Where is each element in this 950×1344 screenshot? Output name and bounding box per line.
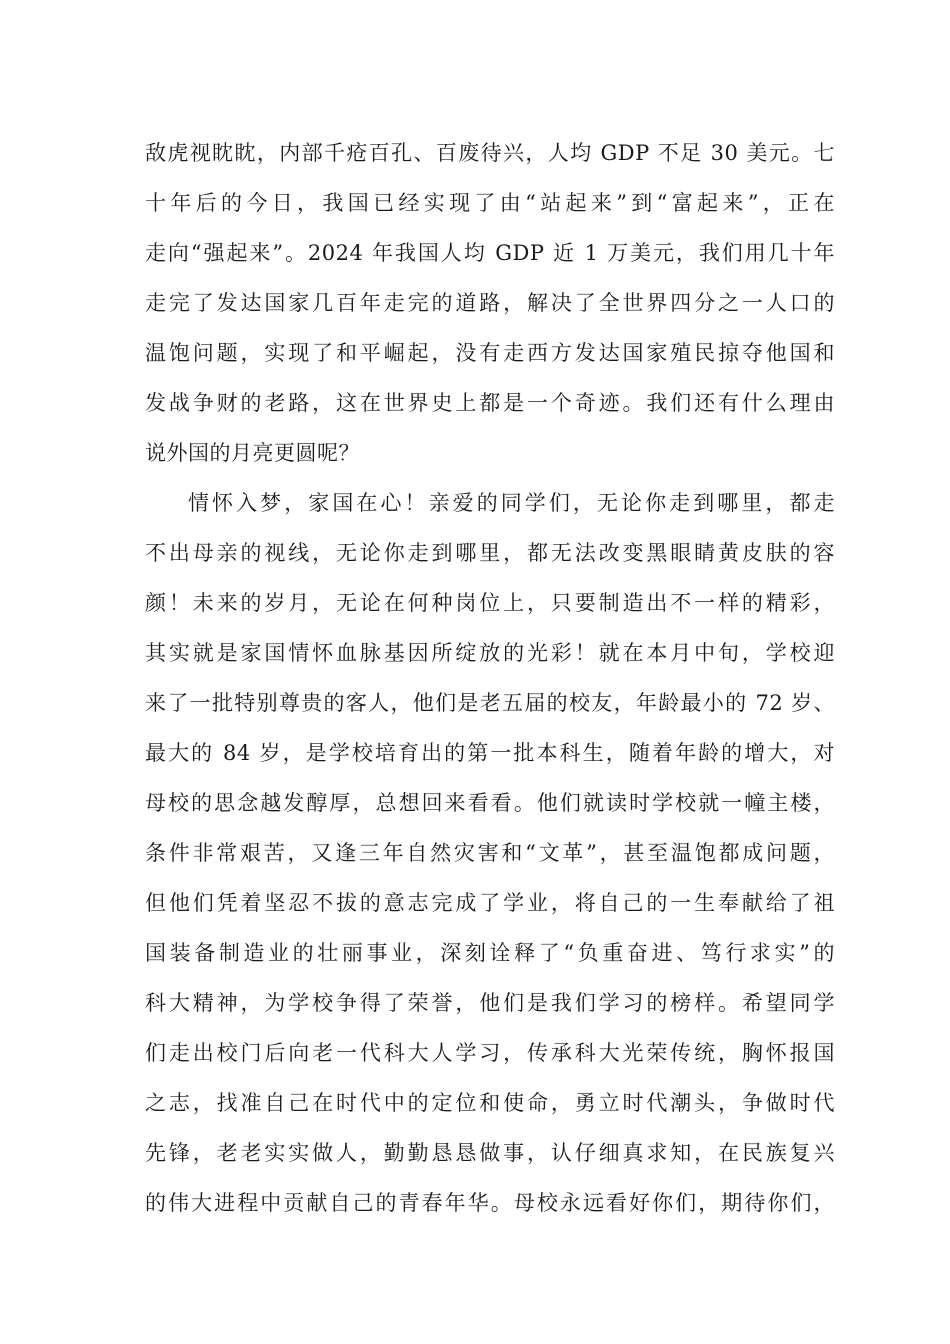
text-line: 情怀入梦，家国在心！亲爱的同学们，无论你走到哪里，都走	[188, 491, 835, 515]
text-line: 最大的 84 岁，是学校培育出的第一批本科生，随着年龄的增大，对	[145, 741, 835, 765]
text-line: 十年后的今日，我国已经实现了由“站起来”到“富起来”，正在	[145, 191, 835, 215]
text-line: 但他们凭着坚忍不拔的意志完成了学业，将自己的一生奉献给了祖	[145, 891, 835, 915]
text-line: 科大精神，为学校争得了荣誉，他们是我们学习的榜样。希望同学	[145, 991, 835, 1015]
text-line: 敌虎视眈眈，内部千疮百孔、百废待兴，人均 GDP 不足 30 美元。七	[145, 141, 835, 165]
text-line: 走向“强起来”。2024 年我国人均 GDP 近 1 万美元，我们用几十年	[145, 241, 835, 265]
text-line: 条件非常艰苦，又逢三年自然灾害和“文革”，甚至温饱都成问题，	[145, 841, 835, 865]
paragraph-2	[145, 478, 835, 1228]
text-line: 之志，找准自己在时代中的定位和使命，勇立时代潮头，争做时代	[145, 1091, 835, 1115]
text-line: 的伟大进程中贡献自己的青春年华。母校永远看好你们，期待你们，	[145, 1191, 835, 1215]
text-line: 温饱问题，实现了和平崛起，没有走西方发达国家殖民掠夺他国和	[145, 341, 835, 365]
text-line: 来了一批特别尊贵的客人，他们是老五届的校友，年龄最小的 72 岁、	[145, 691, 835, 715]
text-line: 不出母亲的视线，无论你走到哪里，都无法改变黑眼睛黄皮肤的容	[145, 541, 835, 565]
text-line: 国装备制造业的壮丽事业，深刻诠释了“负重奋进、笃行求实”的	[145, 941, 835, 965]
text-line: 说外国的月亮更圆呢？	[145, 441, 360, 465]
text-line: 颜！未来的岁月，无论在何种岗位上，只要制造出不一样的精彩，	[145, 591, 835, 615]
paragraph-1	[145, 128, 835, 478]
text-line: 其实就是家国情怀血脉基因所绽放的光彩！就在本月中旬，学校迎	[145, 641, 835, 665]
text-line: 发战争财的老路，这在世界史上都是一个奇迹。我们还有什么理由	[145, 391, 835, 415]
text-line: 走完了发达国家几百年走完的道路，解决了全世界四分之一人口的	[145, 291, 835, 315]
text-line: 先锋，老老实实做人，勤勤恳恳做事，认仔细真求知，在民族复兴	[145, 1141, 835, 1165]
text-line: 母校的思念越发醇厚，总想回来看看。他们就读时学校就一幢主楼，	[145, 791, 835, 815]
text-line: 们走出校门后向老一代科大人学习，传承科大光荣传统，胸怀报国	[145, 1041, 835, 1065]
